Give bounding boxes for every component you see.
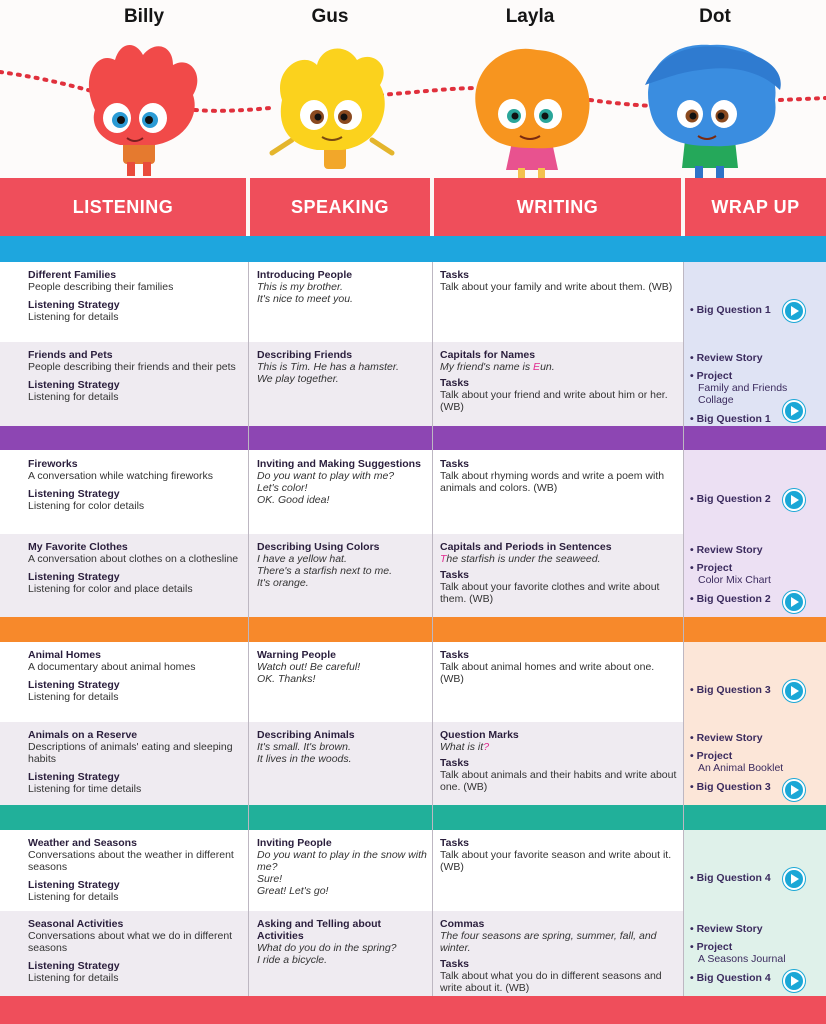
big-question-label: Big Question 1 bbox=[696, 304, 771, 316]
wrap-up-list: • Review Story • Project A Seasons Journal • Big Question 4 bbox=[690, 923, 824, 984]
dot-character-illustration bbox=[640, 40, 790, 180]
writing-title: Question Marks bbox=[440, 729, 519, 741]
lesson-title: My Favorite Clothes bbox=[28, 541, 128, 553]
character-name-dot: Dot bbox=[699, 6, 731, 27]
lesson-description: Conversations about what we do in different seasons bbox=[28, 930, 233, 954]
strategy-detail: Listening for details bbox=[28, 391, 119, 403]
tasks-description: Talk about animals and their habits and write about one. (WB) bbox=[440, 769, 677, 793]
play-icon[interactable] bbox=[783, 400, 805, 422]
tasks-label: Tasks bbox=[440, 958, 469, 970]
speaking-title: Introducing People bbox=[257, 269, 353, 281]
writing-cell bbox=[440, 918, 678, 994]
speaking-title: Describing Animals bbox=[257, 729, 355, 741]
strategy-label: Listening Strategy bbox=[28, 299, 120, 311]
play-icon[interactable] bbox=[783, 779, 805, 801]
writing-title: Capitals and Periods in Sentences bbox=[440, 541, 612, 553]
tasks-description: Talk about your friend and write about him or her. (WB) bbox=[440, 389, 668, 413]
listening-cell bbox=[28, 458, 243, 512]
strategy-detail: Listening for details bbox=[28, 891, 119, 903]
speaking-line: Let's color! bbox=[257, 482, 308, 494]
speaking-line: It's small. It's brown. bbox=[257, 741, 351, 753]
strategy-label: Listening Strategy bbox=[28, 379, 120, 391]
big-question-label: Big Question 4 bbox=[696, 872, 771, 884]
wrap-up-item: • Big Question 3 bbox=[690, 684, 771, 696]
header-writing: WRITING bbox=[434, 178, 681, 236]
speaking-line: Watch out! Be careful! bbox=[257, 661, 361, 673]
speaking-cell bbox=[257, 458, 429, 506]
play-icon[interactable] bbox=[783, 868, 805, 890]
billy-character-illustration bbox=[75, 40, 210, 180]
project-label: Project bbox=[696, 750, 733, 762]
lesson-title: Fireworks bbox=[28, 458, 78, 470]
speaking-line: What do you do in the spring? bbox=[257, 942, 397, 954]
speaking-cell bbox=[257, 918, 427, 966]
writing-cell bbox=[440, 729, 680, 793]
speaking-cell bbox=[257, 541, 429, 589]
speaking-cell bbox=[257, 349, 427, 385]
tasks-description: Talk about rhyming words and write a poem with animals and colors. (WB) bbox=[440, 470, 665, 494]
strategy-detail: Listening for color details bbox=[28, 500, 145, 512]
wrap-up-list: • Review Story • Project Family and Friends Collage • Big Question 1 bbox=[690, 352, 824, 425]
wrap-up-list: • Review Story • Project An Animal Booklet • Big Question 3 bbox=[690, 732, 824, 793]
speaking-line: Do you want to play in the snow with me? bbox=[257, 849, 427, 873]
big-question-label: Big Question 3 bbox=[696, 684, 771, 696]
lesson-title: Animal Homes bbox=[28, 649, 101, 661]
strategy-label: Listening Strategy bbox=[28, 571, 120, 583]
lesson-title: Animals on a Reserve bbox=[28, 729, 138, 741]
listening-cell bbox=[28, 918, 243, 984]
unit-band-orange bbox=[0, 617, 826, 642]
speaking-line: OK. Thanks! bbox=[257, 673, 316, 685]
writing-title: Capitals for Names bbox=[440, 349, 536, 361]
speaking-line: Great! Let's go! bbox=[257, 885, 329, 897]
unit-band-purple bbox=[0, 426, 826, 450]
character-banner bbox=[0, 0, 826, 178]
lesson-description: People describing their friends and their pets bbox=[28, 361, 236, 373]
tasks-label: Tasks bbox=[440, 649, 469, 661]
unit-band-red bbox=[0, 996, 826, 1024]
speaking-line: Do you want to play with me? bbox=[257, 470, 395, 482]
strategy-label: Listening Strategy bbox=[28, 679, 120, 691]
speaking-line: We play together. bbox=[257, 373, 339, 385]
speaking-title: Inviting People bbox=[257, 837, 332, 849]
writing-example: The four seasons are spring, summer, fall, and winter. bbox=[440, 930, 657, 954]
speaking-line: This is Tim. He has a hamster. bbox=[257, 361, 399, 373]
speaking-line: This is my brother. bbox=[257, 281, 343, 293]
tasks-label: Tasks bbox=[440, 837, 469, 849]
tasks-description: Talk about your favorite season and write about it. (WB) bbox=[440, 849, 672, 873]
writing-cell bbox=[440, 837, 678, 873]
column-divider bbox=[248, 262, 249, 996]
tasks-label: Tasks bbox=[440, 377, 469, 389]
writing-cell bbox=[440, 541, 678, 605]
layla-character-illustration bbox=[462, 42, 602, 180]
character-name-layla: Layla bbox=[505, 6, 555, 27]
big-question-label: Big Question 2 bbox=[696, 593, 771, 605]
strategy-label: Listening Strategy bbox=[28, 771, 120, 783]
wrap-up-item: • Big Question 1 bbox=[690, 304, 771, 316]
writing-title: Commas bbox=[440, 918, 485, 930]
header-wrap-up: WRAP UP bbox=[685, 178, 826, 236]
strategy-label: Listening Strategy bbox=[28, 879, 120, 891]
speaking-title: Inviting and Making Suggestions bbox=[257, 458, 421, 470]
lesson-description: People describing their families bbox=[28, 281, 174, 293]
wrap-up-item: • Big Question 2 bbox=[690, 493, 771, 505]
speaking-line: There's a starfish next to me. bbox=[257, 565, 393, 577]
column-divider bbox=[683, 262, 684, 996]
lesson-description: A conversation about clothes on a clothesline bbox=[28, 553, 239, 565]
writing-cell bbox=[440, 649, 680, 685]
speaking-title: Describing Using Colors bbox=[257, 541, 380, 553]
project-name: Color Mix Chart bbox=[698, 574, 771, 586]
listening-cell bbox=[28, 269, 243, 323]
writing-cell bbox=[440, 458, 678, 494]
review-story-label: Review Story bbox=[696, 352, 763, 364]
project-name: An Animal Booklet bbox=[698, 762, 784, 774]
strategy-detail: Listening for details bbox=[28, 311, 119, 323]
tasks-description: Talk about what you do in different seasons and write about it. (WB) bbox=[440, 970, 662, 994]
lesson-title: Weather and Seasons bbox=[28, 837, 137, 849]
play-icon[interactable] bbox=[783, 489, 805, 511]
listening-cell bbox=[28, 349, 243, 403]
speaking-line: I ride a bicycle. bbox=[257, 954, 328, 966]
writing-example: What is it? bbox=[440, 741, 490, 753]
speaking-line: Sure! bbox=[257, 873, 283, 885]
listening-cell bbox=[28, 837, 243, 903]
lesson-title: Different Families bbox=[28, 269, 117, 281]
big-question-label: Big Question 3 bbox=[696, 781, 771, 793]
project-label: Project bbox=[696, 941, 733, 953]
speaking-title: Asking and Telling about Activities bbox=[257, 918, 382, 942]
wrap-up-list: • Review Story • Project Color Mix Chart • Big Question 2 bbox=[690, 544, 824, 605]
review-story-label: Review Story bbox=[696, 923, 763, 935]
wrap-up-item: • Big Question 4 bbox=[690, 872, 771, 884]
speaking-line: I have a yellow hat. bbox=[257, 553, 347, 565]
tasks-label: Tasks bbox=[440, 757, 469, 769]
speaking-line: It's orange. bbox=[257, 577, 309, 589]
project-label: Project bbox=[696, 370, 733, 382]
speaking-title: Describing Friends bbox=[257, 349, 353, 361]
project-label: Project bbox=[696, 562, 733, 574]
strategy-detail: Listening for color and place details bbox=[28, 583, 193, 595]
speaking-cell bbox=[257, 729, 429, 765]
gus-character-illustration bbox=[262, 45, 402, 180]
character-name-billy: Billy bbox=[123, 6, 165, 27]
play-icon[interactable] bbox=[783, 300, 805, 322]
speaking-line: OK. Good idea! bbox=[257, 494, 330, 506]
speaking-line: It lives in the woods. bbox=[257, 753, 352, 765]
writing-cell bbox=[440, 349, 678, 413]
writing-example: My friend's name is Eun. bbox=[440, 361, 555, 373]
speaking-cell bbox=[257, 649, 429, 685]
writing-cell bbox=[440, 269, 678, 293]
strategy-label: Listening Strategy bbox=[28, 488, 120, 500]
lesson-description: Conversations about the weather in different seasons bbox=[28, 849, 234, 873]
play-icon[interactable] bbox=[783, 680, 805, 702]
writing-example: The starfish is under the seaweed. bbox=[440, 553, 601, 565]
column-divider bbox=[432, 262, 433, 996]
listening-cell bbox=[28, 541, 243, 595]
character-name-gus: Gus bbox=[311, 6, 349, 27]
strategy-detail: Listening for details bbox=[28, 691, 119, 703]
tasks-description: Talk about animal homes and write about one. (WB) bbox=[440, 661, 655, 685]
strategy-detail: Listening for details bbox=[28, 972, 119, 984]
header-listening: LISTENING bbox=[0, 178, 246, 236]
lesson-description: Descriptions of animals' eating and sleeping habits bbox=[28, 741, 233, 765]
tasks-description: Talk about your favorite clothes and write about them. (WB) bbox=[440, 581, 660, 605]
lesson-description: A conversation while watching fireworks bbox=[28, 470, 214, 482]
lesson-description: A documentary about animal homes bbox=[28, 661, 196, 673]
big-question-label: Big Question 4 bbox=[696, 972, 771, 984]
lesson-title: Seasonal Activities bbox=[28, 918, 124, 930]
unit-band-teal bbox=[0, 805, 826, 830]
speaking-line: It's nice to meet you. bbox=[257, 293, 353, 305]
strategy-detail: Listening for time details bbox=[28, 783, 142, 795]
big-question-label: Big Question 2 bbox=[696, 493, 771, 505]
big-question-label: Big Question 1 bbox=[696, 413, 771, 425]
speaking-title: Warning People bbox=[257, 649, 336, 661]
play-icon[interactable] bbox=[783, 591, 805, 613]
lesson-title: Friends and Pets bbox=[28, 349, 113, 361]
review-story-label: Review Story bbox=[696, 544, 763, 556]
tasks-label: Tasks bbox=[440, 569, 469, 581]
header-speaking: SPEAKING bbox=[250, 178, 430, 236]
play-icon[interactable] bbox=[783, 970, 805, 992]
unit-band-blue bbox=[0, 236, 826, 262]
listening-cell bbox=[28, 729, 243, 795]
strategy-label: Listening Strategy bbox=[28, 960, 120, 972]
listening-cell bbox=[28, 649, 243, 703]
speaking-cell bbox=[257, 269, 427, 305]
project-name: Family and Friends Collage bbox=[698, 382, 788, 406]
speaking-cell bbox=[257, 837, 427, 897]
tasks-description: Talk about your family and write about them. (WB) bbox=[440, 281, 673, 293]
project-name: A Seasons Journal bbox=[698, 953, 786, 965]
tasks-label: Tasks bbox=[440, 458, 469, 470]
tasks-label: Tasks bbox=[440, 269, 469, 281]
review-story-label: Review Story bbox=[696, 732, 763, 744]
